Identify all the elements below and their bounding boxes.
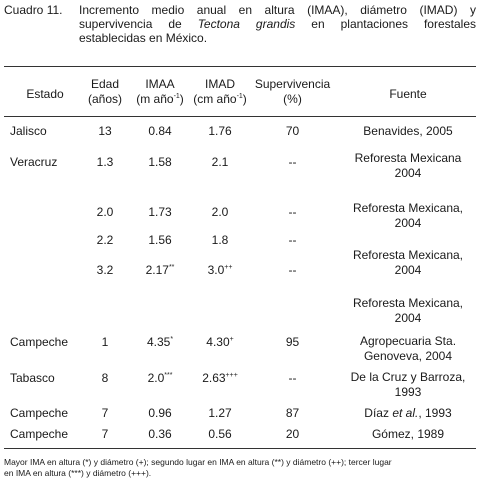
cell-supervivencia: 20 [285,427,300,441]
cell-edad: 1.3 [96,155,114,169]
cell-imad-value: 1.76 [208,124,232,138]
cell-edad: 2.0 [96,205,114,219]
header-imad-unit: (cm año [193,92,237,106]
cell-estado: Tabasco [10,371,55,385]
cell-imad-mark: ++ [224,264,233,271]
cell-fuente [340,296,476,326]
cell-imaa [130,263,190,277]
cell-fuente-line-1: De la Cruz y Barroza, [350,370,466,384]
cell-supervivencia: 87 [285,406,300,420]
cell-edad: 7 [101,406,109,420]
cell-imaa-mark: *** [164,372,173,379]
cell-fuente [340,427,476,441]
species-name: Tectona grandis [197,17,296,31]
cell-fuente-line-2: Genoveva, 2004 [363,349,453,363]
header-edad [80,77,130,107]
cell-imaa-value: 0.96 [148,406,172,420]
cell-fuente-line-1: Benavides, 2005 [363,124,453,138]
cell-fuente-line-1: Reforesta Mexicana, [352,248,464,262]
caption-text [79,3,476,45]
cell-fuente-line-1: Reforesta Mexicana, [352,296,464,310]
header-imad-close: ) [242,92,247,106]
cell-supervivencia: -- [288,155,297,169]
cell-imad-value: 4.30 [206,335,230,349]
cell-imaa-value: 1.58 [148,155,172,169]
top-rule [4,66,476,67]
header-estado [10,87,80,102]
cell-imaa [130,406,190,420]
cell-supervivencia: 70 [285,124,300,138]
header-supervivencia-line-1: Supervivencia [254,77,331,91]
cell-imad-value: 0.56 [208,427,232,441]
cell-fuente-line-1: Agropecuaria Sta. [359,334,457,348]
cell-imaa-value: 0.36 [148,427,172,441]
cell-supervivencia: -- [288,263,297,277]
cell-estado: Jalisco [10,124,47,138]
header-supervivencia [242,77,340,107]
caption-line-2-pre: supervivencia de [79,17,198,31]
cell-imaa [130,371,190,385]
cell-fuente-line-1: Reforesta Mexicana, [352,201,464,215]
header-fuente-label: Fuente [389,87,427,101]
cell-fuente-line-1: Reforesta Mexicana [354,151,462,165]
cell-imaa [130,124,190,138]
cell-imad-value: 3.0 [207,263,225,277]
cell-imad-mark: + [229,336,234,343]
cell-fuente-line-1: Gómez, 1989 [371,427,445,441]
cell-imad-value: 1.27 [208,406,232,420]
cell-estado: Veracruz [10,155,58,169]
cell-fuente [340,201,476,231]
cell-estado: Campeche [10,406,69,420]
header-fuente [340,87,476,102]
bottom-rule [4,448,476,449]
cell-imad-value: 1.8 [211,233,229,247]
cell-supervivencia: -- [288,205,297,219]
cell-fuente-line-2: 1993 [394,385,422,399]
header-imaa-line-1: IMAA [145,77,175,91]
cell-imaa [130,155,190,169]
cell-imaa-mark: * [170,336,174,343]
cell-fuente [340,248,476,278]
cell-edad: 1 [101,335,109,349]
header-estado-label: Estado [26,87,64,101]
header-imad-exponent: -1 [236,93,243,100]
header-imaa-exponent: -1 [173,93,180,100]
cell-supervivencia: 95 [285,335,300,349]
cell-imaa [130,427,190,441]
header-imad-line-1: IMAD [205,77,235,91]
cell-edad: 3.2 [96,263,114,277]
cell-edad: 2.2 [96,233,114,247]
cell-imaa-value: 4.35 [146,335,171,349]
cell-edad: 7 [101,427,109,441]
cell-fuente-author: Díaz [364,406,393,420]
caption-label: Cuadro 11. [4,3,63,17]
footnote-line-2: en IMA en altura (***) y diámetro (+++). [4,468,152,478]
header-rule [4,116,476,117]
cell-fuente-line-2: 2004 [394,311,422,325]
table-caption [4,3,476,45]
cell-fuente [340,124,476,138]
table-footnote [4,457,478,479]
cell-edad: 13 [98,124,112,138]
cell-fuente-line-2: 2004 [394,263,422,277]
cell-fuente [340,370,476,400]
caption-line-1: Incremento medio anual en altura (IMAA), diámetro (IMAD) y [79,3,476,17]
cell-imad-value: 2.0 [211,205,229,219]
cell-fuente-etal: et al. [392,406,419,420]
cell-estado: Campeche [10,335,69,349]
cell-estado: Campeche [10,427,69,441]
cell-fuente [340,406,476,420]
cell-imaa-value: 2.0 [147,371,165,385]
header-imaa-line-2 [130,92,190,107]
caption-line-3: establecidas en México. [79,31,208,45]
header-edad-line-2: (años) [87,92,122,106]
cell-imad-mark: +++ [225,372,238,379]
cell-imaa-value: 1.73 [148,205,172,219]
cell-fuente-line-2: 2004 [394,216,422,230]
caption-line-2-post: en plantaciones forestales [295,17,476,31]
cell-imaa-value: 0.84 [148,124,172,138]
cell-fuente-year: , 1993 [418,406,452,420]
cell-edad: 8 [101,371,109,385]
cell-imad-value: 2.63 [202,371,226,385]
cell-imaa [130,205,190,219]
cell-imaa-value: 2.17 [145,263,169,277]
header-supervivencia-line-2: (%) [283,92,302,106]
caption-line-2 [79,17,476,31]
cell-fuente [340,334,476,364]
cell-fuente-line-2: 2004 [394,166,422,180]
cell-supervivencia: -- [288,233,297,247]
cell-imaa-value: 1.56 [148,233,172,247]
header-imaa-unit: (m año [136,92,174,106]
cell-imaa [130,335,190,349]
cell-imaa [130,233,190,247]
header-edad-line-1: Edad [90,77,120,91]
header-imaa [130,77,190,107]
header-imaa-close: ) [179,92,184,106]
cell-imaa-mark: ** [168,264,175,271]
footnote-line-1: Mayor IMA en altura (*) y diámetro (+); segundo lugar en IMA en altura (**) y diámetro (++); tercer lugar [4,457,392,467]
cell-supervivencia: -- [288,371,297,385]
cell-fuente [340,151,476,181]
cell-imad-value: 2.1 [211,155,229,169]
